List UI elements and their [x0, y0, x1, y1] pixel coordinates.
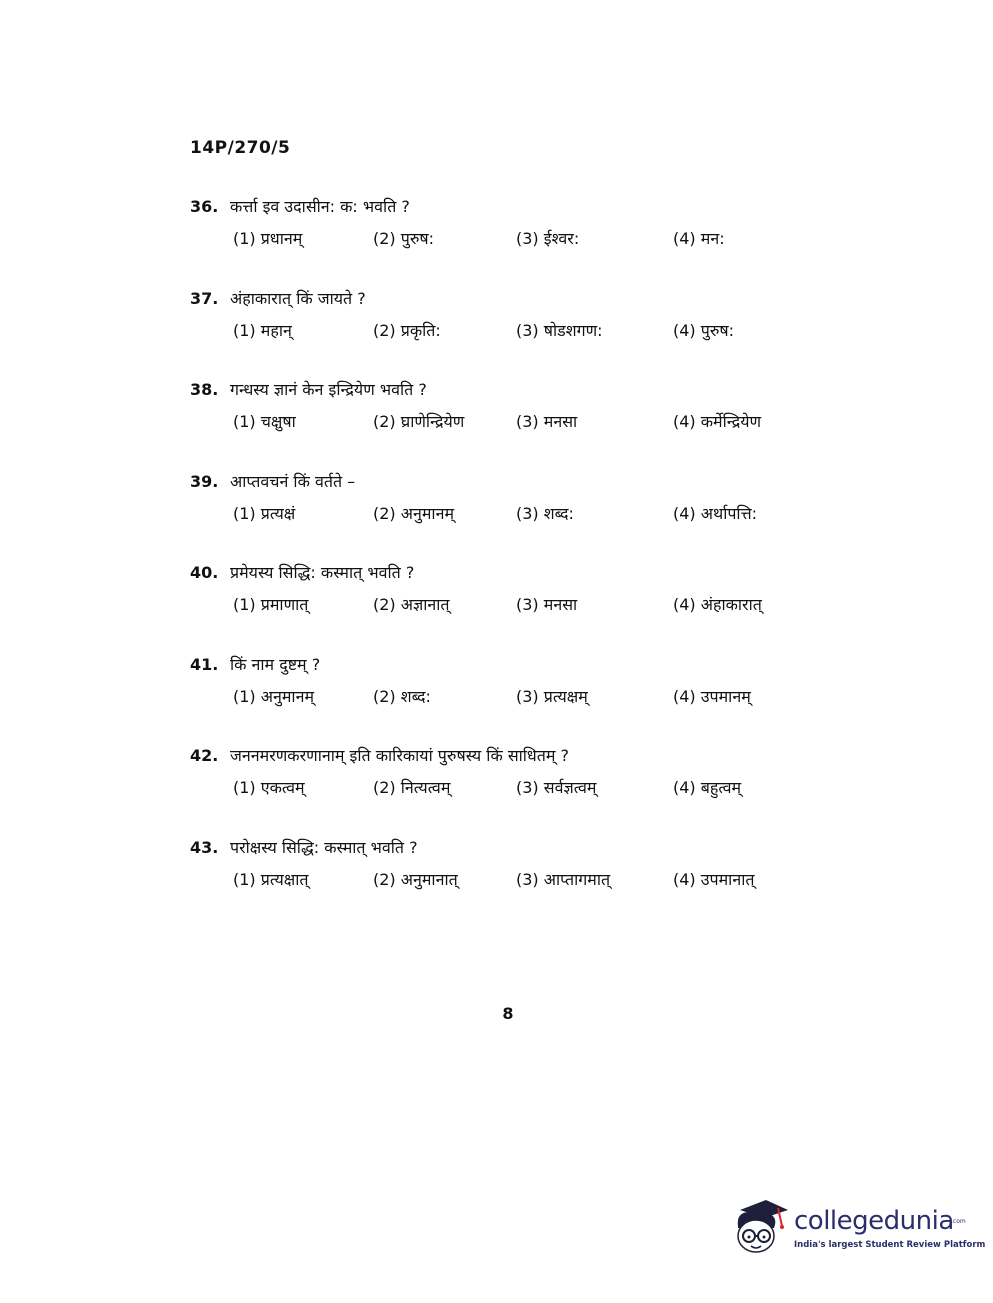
- option-4: (4) उपमानम्: [673, 686, 751, 706]
- option-3: (3) आप्तागमात्: [516, 869, 611, 889]
- option-2: (2) नित्यत्वम्: [373, 778, 451, 797]
- option-2: (2) प्रकृति:: [373, 320, 441, 340]
- option-2: (2) अनुमानात्: [373, 869, 458, 889]
- option-row: [233, 685, 830, 711]
- question-number: 39.: [190, 471, 219, 491]
- option-3: (3) मनसा: [516, 412, 578, 431]
- paper-code: 14P/270/5: [190, 138, 291, 158]
- option-row: [233, 227, 830, 253]
- page-number: 8: [502, 1004, 514, 1023]
- option-3: (3) प्रत्यक्षम्: [516, 686, 588, 706]
- question-number: 43.: [190, 837, 219, 857]
- question-number: 37.: [190, 288, 219, 308]
- option-2: (2) घ्राणेन्द्रियेण: [373, 412, 465, 431]
- brand-domain-suffix: .com: [951, 1218, 966, 1225]
- question-stem: [190, 287, 830, 315]
- option-1: (1) अनुमानम्: [233, 686, 315, 706]
- option-row: [233, 593, 830, 619]
- option-row: [233, 410, 830, 436]
- question-item: [190, 378, 830, 470]
- option-2: (2) अनुमानम्: [373, 503, 455, 523]
- question-text: प्रमेयस्य सिद्धि: कस्मात् भवति ?: [230, 563, 415, 582]
- question-text: किं नाम दुष्टम् ?: [230, 654, 321, 674]
- brand-tagline: India's largest Student Review Platform: [794, 1240, 986, 1250]
- option-row: [233, 776, 830, 802]
- option-row: [233, 502, 830, 528]
- option-row: [233, 868, 830, 894]
- option-3: (3) सर्वज्ञत्वम्: [516, 778, 597, 797]
- question-text: कर्त्ता इव उदासीन: क: भवति ?: [230, 197, 410, 216]
- option-1: (1) प्रमाणात्: [233, 595, 309, 614]
- question-number: 42.: [190, 746, 219, 765]
- question-text: आप्तवचनं किं वर्तते –: [230, 471, 356, 491]
- option-1: (1) महान्: [233, 320, 292, 340]
- option-4: (4) बहुत्वम्: [673, 778, 742, 797]
- option-4: (4) कर्मेन्द्रियेण: [673, 412, 762, 431]
- question-number: 38.: [190, 380, 219, 399]
- option-1: (1) प्रत्यक्षात्: [233, 869, 309, 889]
- option-3: (3) षोडशगण:: [516, 320, 603, 340]
- option-2: (2) अज्ञानात्: [373, 595, 450, 614]
- question-item: [190, 287, 830, 379]
- option-4: (4) अंहाकारात्: [673, 595, 762, 614]
- option-4: (4) उपमानात्: [673, 869, 755, 889]
- brand-name: collegedunia: [794, 1206, 954, 1236]
- option-row: [233, 319, 830, 345]
- question-item: [190, 195, 830, 287]
- question-number: 36.: [190, 197, 219, 216]
- option-1: (1) एकत्वम्: [233, 778, 305, 797]
- question-item: [190, 653, 830, 745]
- option-1: (1) प्रत्यक्षं: [233, 503, 296, 523]
- option-4: (4) पुरुष:: [673, 320, 735, 340]
- collegedunia-watermark: [732, 1196, 986, 1266]
- question-number: 41.: [190, 654, 219, 674]
- option-3: (3) शब्द:: [516, 503, 574, 523]
- option-4: (4) मन:: [673, 229, 725, 248]
- question-text: जननमरणकरणानाम् इति कारिकायां पुरुषस्य किं साधितम् ?: [230, 746, 570, 765]
- question-text: गन्धस्य ज्ञानं केन इन्द्रियेण भवति ?: [230, 380, 427, 399]
- question-stem: [190, 378, 830, 406]
- question-text: अंहाकारात् किं जायते ?: [230, 288, 366, 308]
- option-3: (3) मनसा: [516, 595, 578, 614]
- question-item: [190, 744, 830, 836]
- option-4: (4) अर्थापत्ति:: [673, 503, 758, 523]
- question-text: परोक्षस्य सिद्धि: कस्मात् भवति ?: [230, 837, 418, 857]
- question-list: [190, 195, 830, 927]
- question-stem: [190, 470, 830, 498]
- question-stem: [190, 744, 830, 772]
- question-number: 40.: [190, 563, 219, 582]
- question-item: [190, 561, 830, 653]
- question-item: [190, 836, 830, 928]
- option-3: (3) ईश्वर:: [516, 229, 580, 248]
- question-item: [190, 470, 830, 562]
- student-mascot-icon: [732, 1196, 790, 1260]
- option-1: (1) प्रधानम्: [233, 229, 303, 248]
- option-2: (2) पुरुष:: [373, 229, 435, 248]
- question-stem: [190, 653, 830, 681]
- question-stem: [190, 561, 830, 589]
- question-stem: [190, 195, 830, 223]
- option-2: (2) शब्द:: [373, 686, 431, 706]
- question-stem: [190, 836, 830, 864]
- option-1: (1) चक्षुषा: [233, 412, 296, 431]
